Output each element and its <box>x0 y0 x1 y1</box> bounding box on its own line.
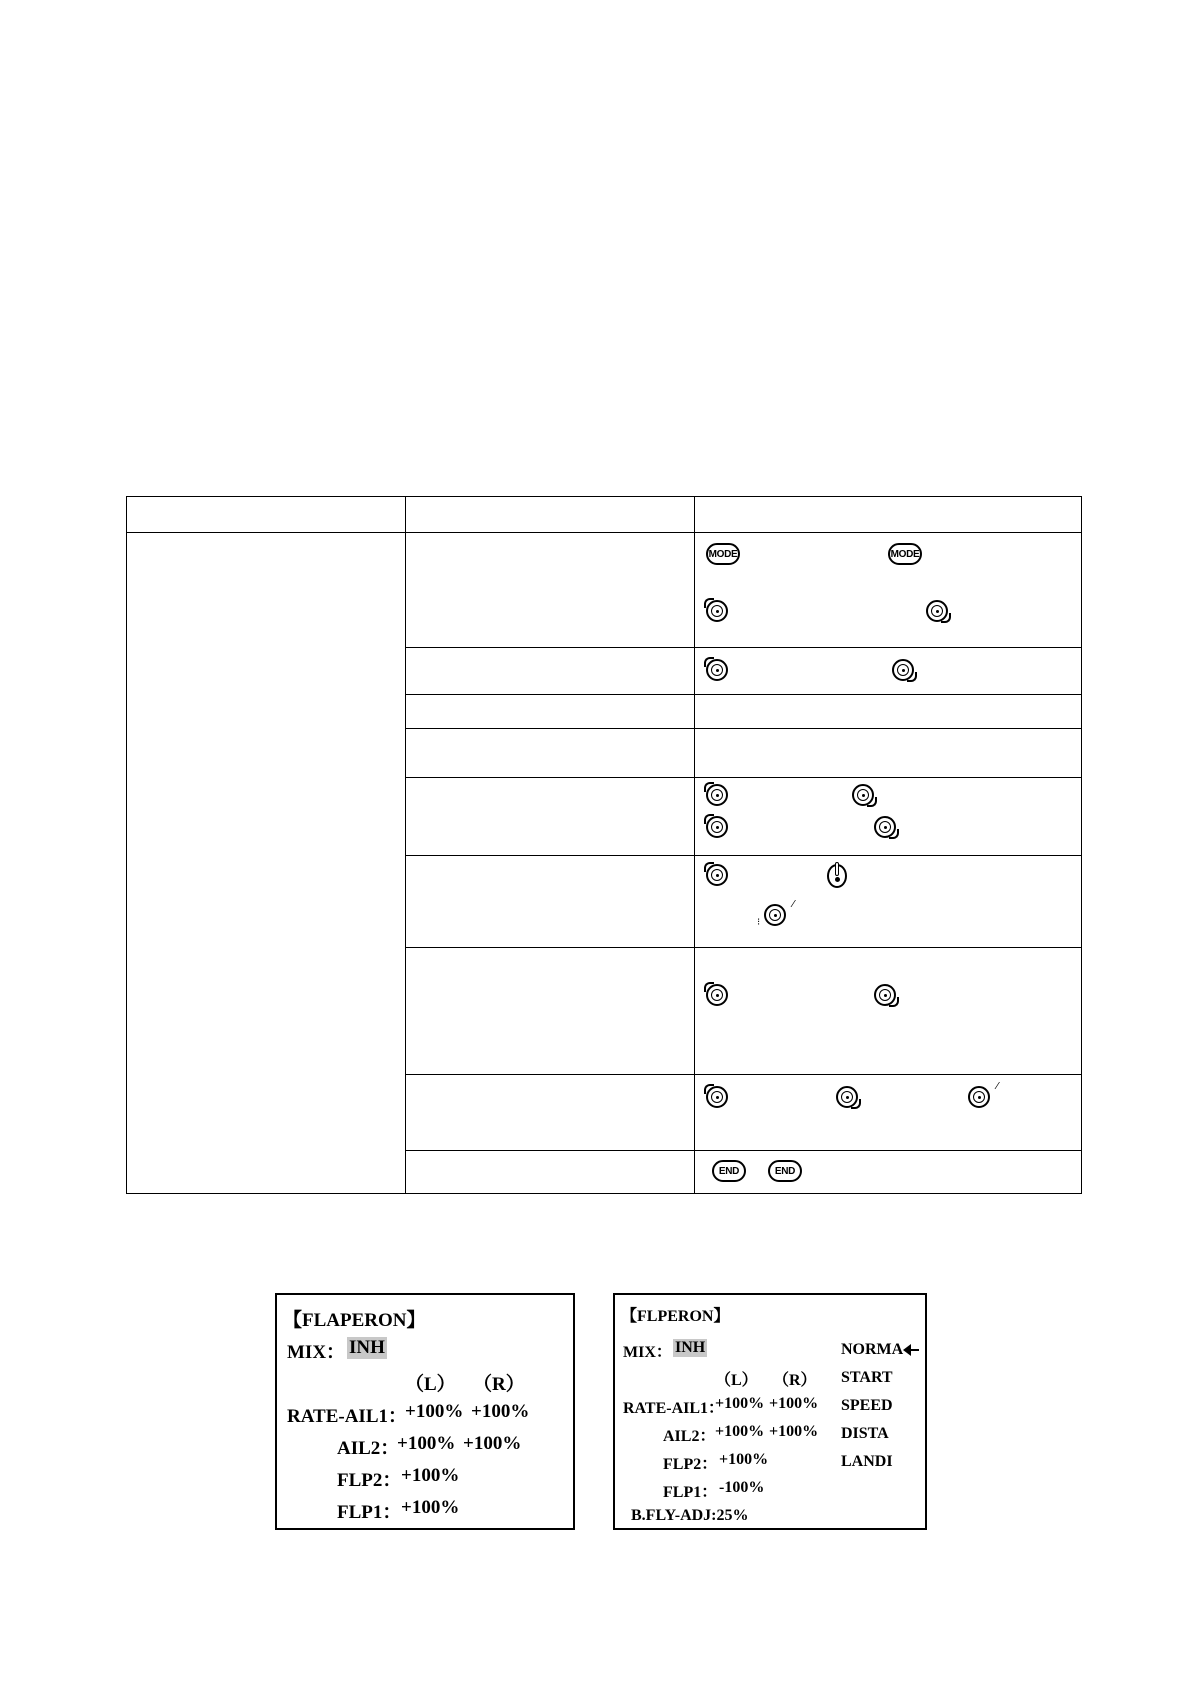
row-left-value: +100% <box>397 1433 456 1454</box>
table-row-8-icons-c <box>968 1081 998 1108</box>
table-row-2-icons-a <box>706 659 728 681</box>
column-right-label: （R） <box>773 1372 817 1389</box>
table-row-2-icons-b <box>892 659 914 681</box>
table-row-divider <box>405 1150 1082 1151</box>
mix-label: MIX： <box>287 1342 346 1363</box>
table-border-bottom <box>126 1193 1082 1194</box>
lcd-screen-flaperon <box>275 1293 575 1530</box>
table-row-6-icons-a <box>706 864 728 886</box>
table-row-divider <box>405 694 1082 695</box>
mix-value: INH <box>349 1337 385 1358</box>
end-key-icon: END <box>768 1160 802 1182</box>
row-left-value: -100% <box>719 1479 765 1496</box>
row-label: FLP2： <box>337 1470 402 1491</box>
table-header-divider <box>126 532 1082 533</box>
table-row-divider <box>405 728 1082 729</box>
column-left-label: （L） <box>405 1374 456 1395</box>
table-row-divider <box>405 647 1082 648</box>
row-left-value: +100% <box>715 1395 765 1412</box>
condition-speed: SPEED <box>841 1397 893 1414</box>
row-right-value: +100% <box>463 1433 522 1454</box>
end-key-icon: END <box>712 1160 746 1182</box>
table-row-5-icons-a <box>706 784 728 806</box>
condition-distance: DISTA <box>841 1425 889 1442</box>
mix-value: INH <box>675 1339 706 1356</box>
mix-label: MIX： <box>623 1344 672 1361</box>
table-row-divider <box>405 947 1082 948</box>
table-border-left <box>126 496 127 1194</box>
row-left-value: +100% <box>401 1465 460 1486</box>
rotary-dial-icon <box>926 600 948 622</box>
rotary-dial-icon <box>706 784 728 806</box>
rotary-dial-press-icon: ⁄ <box>968 1086 990 1108</box>
toggle-switch-icon <box>827 864 847 888</box>
table-row-6-icons-c <box>757 899 794 928</box>
row-right-value: +100% <box>471 1401 530 1422</box>
table-row-5-icons-b <box>852 784 874 806</box>
row-label: AIL2： <box>663 1428 716 1445</box>
rotary-dial-icon <box>836 1086 858 1108</box>
rotary-dial-icon <box>706 600 728 622</box>
screen-title: 【FLPERON】 <box>621 1308 730 1325</box>
table-row-1-icons-b <box>888 543 922 565</box>
rotary-dial-icon <box>706 659 728 681</box>
row-left-value: +100% <box>719 1451 769 1468</box>
row-left-value: +100% <box>405 1401 464 1422</box>
lcd-screen-flperon <box>613 1293 927 1530</box>
rotary-dial-icon <box>706 1086 728 1108</box>
table-row-9-icons-a <box>712 1160 746 1182</box>
rotary-dial-icon <box>874 816 896 838</box>
row-label: RATE-AIL1： <box>623 1400 725 1417</box>
table-row-1-icons-d <box>926 600 948 622</box>
table-row-6-icons-b <box>827 864 847 888</box>
condition-normal: NORMA <box>841 1341 919 1359</box>
row-left-value: +100% <box>715 1423 765 1440</box>
row-left-value: +100% <box>401 1497 460 1518</box>
row-label: FLP2： <box>663 1456 718 1473</box>
mode-key-icon: MODE <box>706 543 740 565</box>
rotary-dial-icon <box>706 816 728 838</box>
row-right-value: +100% <box>769 1423 819 1440</box>
rotary-dial-press-icon: ⁝ ⁄ <box>757 899 794 928</box>
setup-table <box>126 496 1082 1194</box>
table-row-1-icons-c <box>706 600 728 622</box>
table-border-top <box>126 496 1082 497</box>
table-row-8-icons-a <box>706 1086 728 1108</box>
mode-key-icon: MODE <box>888 543 922 565</box>
row-label: FLP1： <box>337 1502 402 1523</box>
table-col-divider-1 <box>405 496 406 1194</box>
table-row-8-icons-b <box>836 1086 858 1108</box>
table-col-divider-2 <box>694 496 695 1194</box>
row-label: RATE-AIL1： <box>287 1406 407 1427</box>
table-row-5-icons-d <box>874 816 896 838</box>
table-row-7-icons-b <box>874 984 896 1006</box>
row-label: FLP1： <box>663 1484 718 1501</box>
rotary-dial-icon <box>706 984 728 1006</box>
rotary-dial-icon <box>852 784 874 806</box>
condition-landing: LANDI <box>841 1453 893 1470</box>
table-row-7-icons-a <box>706 984 728 1006</box>
selection-arrow-icon <box>905 1349 919 1351</box>
condition-start: START <box>841 1369 893 1386</box>
column-right-label: （R） <box>473 1374 525 1395</box>
table-row-divider <box>405 777 1082 778</box>
rotary-dial-icon <box>892 659 914 681</box>
table-row-divider <box>405 855 1082 856</box>
table-row-9-icons-b <box>768 1160 802 1182</box>
row-right-value: +100% <box>769 1395 819 1412</box>
rotary-dial-icon <box>706 864 728 886</box>
column-left-label: （L） <box>715 1372 758 1389</box>
table-border-right <box>1081 496 1082 1194</box>
butterfly-adjust: B.FLY-ADJ:25% <box>631 1507 749 1524</box>
rotary-dial-icon <box>874 984 896 1006</box>
table-row-divider <box>405 1074 1082 1075</box>
table-row-5-icons-c <box>706 816 728 838</box>
screen-title: 【FLAPERON】 <box>283 1310 426 1331</box>
row-label: AIL2： <box>337 1438 400 1459</box>
table-row-1-icons-a <box>706 543 740 565</box>
